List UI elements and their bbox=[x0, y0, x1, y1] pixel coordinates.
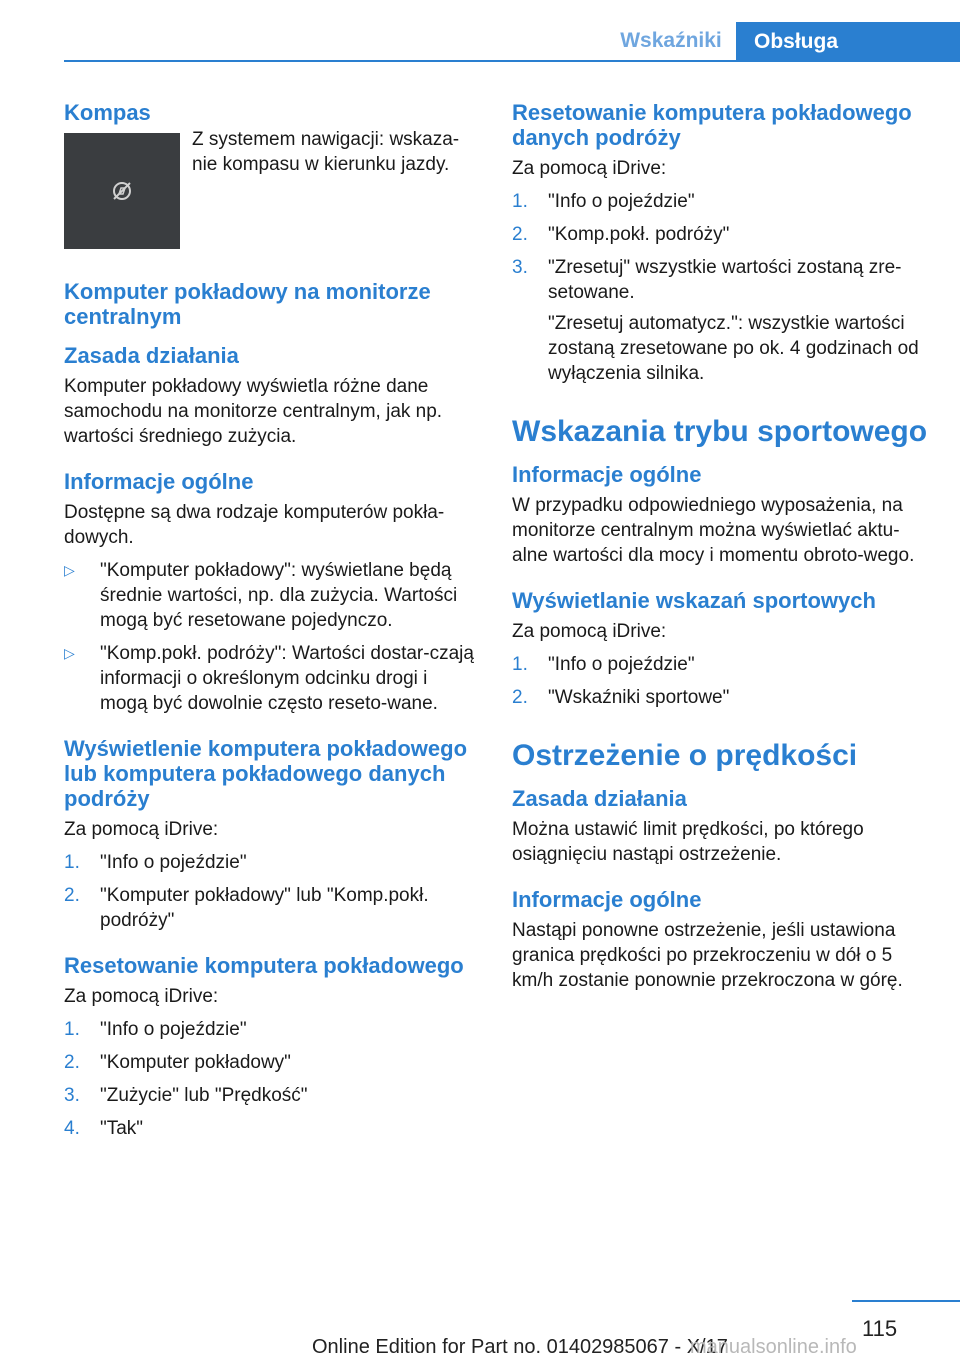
kompas-heading: Kompas bbox=[64, 100, 151, 125]
list-item: 1. "Info o pojeździe" bbox=[64, 852, 247, 873]
header-tab-wskazniki[interactable]: Wskaźniki bbox=[620, 29, 722, 52]
sport-info-heading: Informacje ogólne bbox=[512, 462, 702, 487]
kompas-row bbox=[64, 129, 478, 249]
wyswietlenie-heading: Wyświetlenie komputera pokładowego lub komputera pokładowego danych podróży bbox=[64, 736, 468, 811]
sport-heading: Wskazania trybu sportowego bbox=[512, 415, 928, 448]
speed-heading: Ostrzeżenie o prędkości bbox=[512, 739, 858, 772]
informacje-heading: Informacje ogólne bbox=[64, 469, 254, 494]
list-item: 2. "Komputer pokładowy" lub "Komp.pokł. podróży" bbox=[64, 885, 429, 931]
informacje-text: Dostępne są dwa rodzaje komputerów pokła-dowych. bbox=[64, 502, 445, 548]
sport-display-intro: Za pomocą iDrive: bbox=[512, 621, 667, 642]
list-item: 2. "Komp.pokł. podróży" bbox=[512, 224, 730, 245]
reset-steps bbox=[64, 1017, 478, 1141]
sport-info-text: W przypadku odpowiedniego wyposażenia, na monitorze centralnym można wyświetlać aktu-alne wartości dla mocy i momentu obroto-wego. bbox=[512, 495, 915, 566]
left-column bbox=[64, 100, 478, 1141]
wyswietlenie-intro: Za pomocą iDrive: bbox=[64, 819, 219, 840]
list-item: 1. "Info o pojeździe" bbox=[512, 191, 695, 212]
sport-display-heading: Wyświetlanie wskazań sportowych bbox=[512, 588, 876, 613]
kompas-text: Z systemem nawigacji: wskaza-nie kompasu w kierunku jazdy. bbox=[192, 129, 460, 175]
wyswietlenie-steps bbox=[64, 850, 478, 933]
reset-heading: Resetowanie komputera pokładowego bbox=[64, 953, 464, 978]
reset-intro: Za pomocą iDrive: bbox=[64, 986, 219, 1007]
compass-off-icon bbox=[64, 133, 180, 249]
page-header bbox=[0, 0, 960, 62]
reset-trip-steps bbox=[512, 189, 928, 305]
computer-types-list bbox=[64, 558, 478, 716]
speed-zasada-text: Można ustawić limit prędkości, po którego osiągnięciu nastąpi ostrzeżenie. bbox=[512, 819, 864, 865]
list-item: 4. "Tak" bbox=[64, 1118, 144, 1139]
edition-text: Online Edition for Part no. 01402985067 - X/17 bbox=[312, 1336, 728, 1358]
sport-display-steps bbox=[512, 652, 928, 710]
page-number: 115 bbox=[862, 1316, 898, 1341]
header-divider bbox=[64, 60, 960, 62]
speed-info-text: Nastąpi ponowne ostrzeżenie, jeśli ustawiona granica prędkości po przekroczeniu w dół o 5 km/h zostanie ponownie przekroczona w górę. bbox=[512, 920, 903, 991]
list-item: 2. "Wskaźniki sportowe" bbox=[512, 687, 730, 708]
triangle-bullet-icon: ▷ bbox=[64, 562, 75, 578]
right-column bbox=[512, 100, 928, 993]
list-item: 3. "Zresetuj" wszystkie wartości zostaną zre-setowane. bbox=[512, 257, 902, 303]
list-item: ▷ "Komp.pokł. podróży": Wartości dostar-czają informacji o określonym odcinku drogi i mogą być dowolnie często reseto-wane. bbox=[64, 643, 474, 714]
reset-trip-note: "Zresetuj automatycz.": wszystkie wartości zostaną zresetowane po ok. 4 godzinach od wyłączenia silnika. bbox=[548, 313, 919, 384]
header-tab-obsluga[interactable]: Obsługa bbox=[736, 22, 960, 62]
reset-trip-intro: Za pomocą iDrive: bbox=[512, 158, 667, 179]
speed-zasada-heading: Zasada działania bbox=[512, 786, 687, 811]
reset-trip-heading: Resetowanie komputera pokładowego danych podróży bbox=[512, 100, 912, 150]
list-item: ▷ "Komputer pokładowy": wyświetlane będą średnie wartości, np. dla zużycia. Wartości mogą być resetowane pojedynczo. bbox=[64, 560, 458, 631]
komputer-heading: Komputer pokładowy na monitorze centralnym bbox=[64, 279, 431, 329]
watermark-text: manualsonline.info bbox=[690, 1336, 857, 1358]
list-item: 1. "Info o pojeździe" bbox=[512, 654, 695, 675]
zasada-text: Komputer pokładowy wyświetla różne dane samochodu na monitorze centralnym, jak np. wartości średniego zużycia. bbox=[64, 376, 443, 447]
list-item: 1. "Info o pojeździe" bbox=[64, 1019, 247, 1040]
list-item: 3. "Zużycie" lub "Prędkość" bbox=[64, 1085, 308, 1106]
speed-info-heading: Informacje ogólne bbox=[512, 887, 702, 912]
triangle-bullet-icon: ▷ bbox=[64, 645, 75, 661]
list-item: 2. "Komputer pokładowy" bbox=[64, 1052, 291, 1073]
zasada-heading: Zasada działania bbox=[64, 343, 239, 368]
footer-divider bbox=[852, 1300, 960, 1302]
